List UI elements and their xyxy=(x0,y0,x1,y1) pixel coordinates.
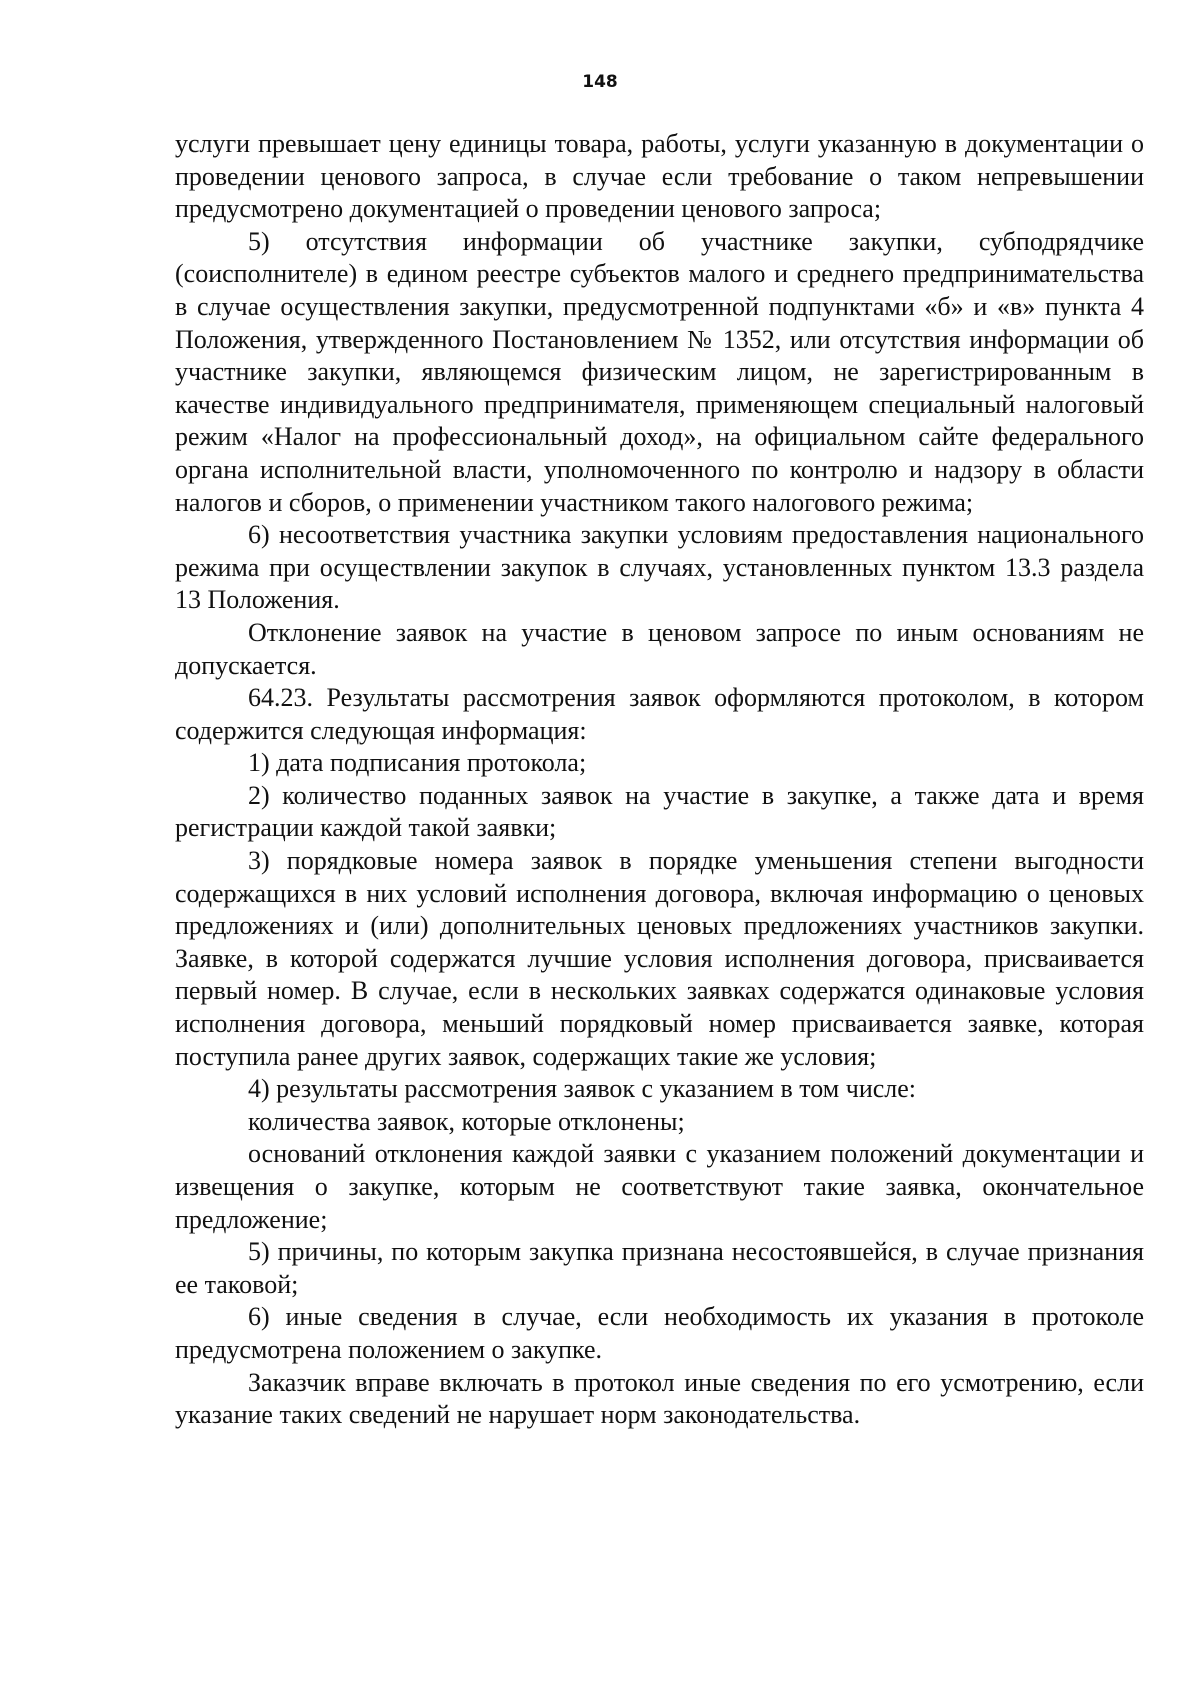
paragraph-protocol-item-1: 1) дата подписания протокола; xyxy=(248,748,587,778)
paragraph-item-5-smsp-registry: 5) отсутствия информации об участнике закупки, субподрядчике (соисполнителе) в едином реестре субъектов малого и среднего предпринимательства в случае осуществления закупки, предусмотренной подпунктами «б» и «в» пункта 4 Положения, утвержденного Постановлением № 1352, или отсутствия информации об участнике закупки, являющемся физическим лицом, не зарегистрированным в качестве индивидуального предпринимателя, применяющем специальный налоговый режим «Налог на профессиональный доход», на официальном сайте федерального органа исполнительной власти, уполномоченного по контролю и надзору в области налогов и сборов, о применении участником такого налогового режима; xyxy=(175,226,1144,517)
paragraph-protocol-item-4-grounds: оснований отклонения каждой заявки с указанием положений документации и извещения о закупке, которым не соответствуют такие заявка, окончательное предложение; xyxy=(175,1139,1144,1234)
paragraph-customer-right: Заказчик вправе включать в протокол иные сведения по его усмотрению, если указание таких сведений не нарушает норм законодательства. xyxy=(175,1367,1144,1430)
page-number: 148 xyxy=(582,72,618,92)
paragraph-protocol-item-5: 5) причины, по которым закупка признана несостоявшейся, в случае признания ее таковой; xyxy=(175,1237,1144,1299)
paragraph-64-23: 64.23. Результаты рассмотрения заявок оформляются протоколом, в котором содержится следующая информация: xyxy=(175,683,1144,745)
paragraph-continuation: услуги превышает цену единицы товара, работы, услуги указанную в документации о проведении ценового запроса, в случае если требование о таком непревышении предусмотрено документацией о проведении ценового запроса; xyxy=(175,129,1144,224)
paragraph-rejection-other-grounds: Отклонение заявок на участие в ценовом запросе по иным основаниям не допускается. xyxy=(175,617,1144,680)
paragraph-item-6-national-regime: 6) несоответствия участника закупки условиям предоставления национального режима при осуществлении закупок в случаях, установленных пунктом 13.3 раздела 13 Положения. xyxy=(175,520,1144,615)
document-body xyxy=(175,128,1144,1432)
paragraph-protocol-item-4: 4) результаты рассмотрения заявок с указанием в том числе: xyxy=(248,1074,917,1104)
paragraph-protocol-item-4-count: количества заявок, которые отклонены; xyxy=(248,1106,685,1136)
paragraph-protocol-item-2: 2) количество поданных заявок на участие в закупке, а также дата и время регистрации каждой такой заявки; xyxy=(175,780,1144,843)
paragraph-protocol-item-6: 6) иные сведения в случае, если необходимость их указания в протоколе предусмотрена положением о закупке. xyxy=(175,1302,1144,1364)
paragraph-protocol-item-3: 3) порядковые номера заявок в порядке уменьшения степени выгодности содержащихся в них условий исполнения договора, включая информацию о ценовых предложениях и (или) дополнительных ценовых предложениях участников закупки. Заявке, в которой содержатся лучшие условия исполнения договора, присваивается первый номер. В случае, если в нескольких заявках содержатся одинаковые условия исполнения договора, меньший порядковый номер присваивается заявке, которая поступила ранее других заявок, содержащих такие же условия; xyxy=(175,846,1144,1071)
